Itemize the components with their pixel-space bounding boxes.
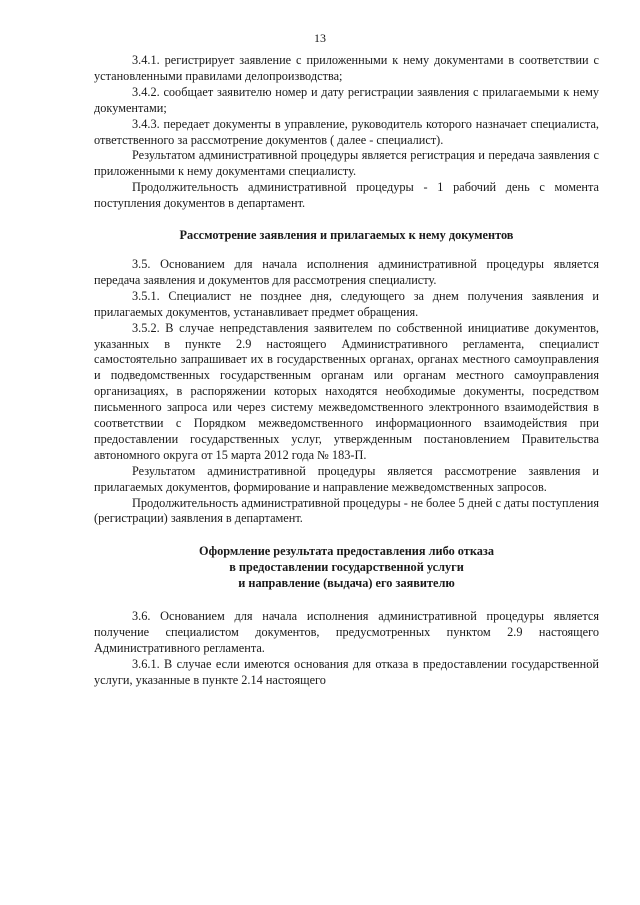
- paragraph-duration-review: Продолжительность административной процедуры - не более 5 дней с даты поступления (регистрации) заявления в департамент.: [94, 495, 600, 526]
- paragraph-3-4-1: 3.4.1. регистрирует заявление с приложенными к нему документами в соответствии с установленными правилами делопроизводства;: [94, 53, 599, 83]
- paragraph-3-6-1: 3.6.1. В случае если имеются основания для отказа в предоставлении государственной услуги, указанные в пункте 2.14 настоящего: [94, 656, 599, 687]
- paragraph-3-6: 3.6. Основанием для начала исполнения административной процедуры является получение специалистом документов, предусмотренных пунктом 2.9 настоящего Административного регламента.: [94, 609, 599, 655]
- section-heading-line: и направление (выдача) его заявителю: [238, 576, 455, 591]
- section-heading-review: Рассмотрение заявления и прилагаемых к нему документов: [179, 228, 514, 243]
- paragraph-3-5-1: 3.5.1. Специалист не позднее дня, следующего за днем получения заявления и прилагаемых документов, устанавливает предмет обращения.: [94, 288, 599, 319]
- paragraph-result-registration: Результатом административной процедуры является регистрация и передача заявления с приложенными к нему документами специалисту.: [94, 148, 599, 179]
- paragraph-3-4-2: 3.4.2. сообщает заявителю номер и дату регистрации заявления с прилагаемыми к нему документами;: [94, 84, 599, 115]
- section-heading-line: Оформление результата предоставления либо отказа: [199, 544, 494, 559]
- paragraph-3-4-3: 3.4.3. передает документы в управление, руководитель которого назначает специалиста, ответственного за рассмотрение документов ( далее - специалист).: [94, 116, 599, 147]
- section-heading-result: [94, 544, 599, 592]
- paragraph-3-5-2: 3.5.2. В случае непредставления заявителем по собственной инициативе документов, указанных в пункте 2.9 настоящего Административного регламента, специалист самостоятельно запрашивает их в государственных органах, органах местного самоуправления и подведомственных государственным органам или органам местного самоуправления организациях, в распоряжении которых находятся необходимые документы, посредством письменного запроса или через систему межведомственного электронного взаимодействия в соответствии с Порядком межведомственного информационного взаимодействия при предоставлении государственных услуг, утвержденным постановлением Правительства автономного округа от 15 марта 2012 года № 183-П.: [94, 320, 599, 462]
- paragraph-duration-registration: Продолжительность административной процедуры - 1 рабочий день с момента поступления документов в департамент.: [94, 180, 599, 211]
- document-body: [94, 53, 599, 689]
- section-heading-line: в предоставлении государственной услуги: [229, 560, 464, 575]
- page-number: 13: [314, 31, 326, 45]
- paragraph-result-review: Результатом административной процедуры является рассмотрение заявления и прилагаемых документов, формирование и направление межведомственных запросов.: [94, 463, 599, 494]
- paragraph-3-5: 3.5. Основанием для начала исполнения административной процедуры является передача заявления и документов для рассмотрения специалисту.: [94, 256, 599, 287]
